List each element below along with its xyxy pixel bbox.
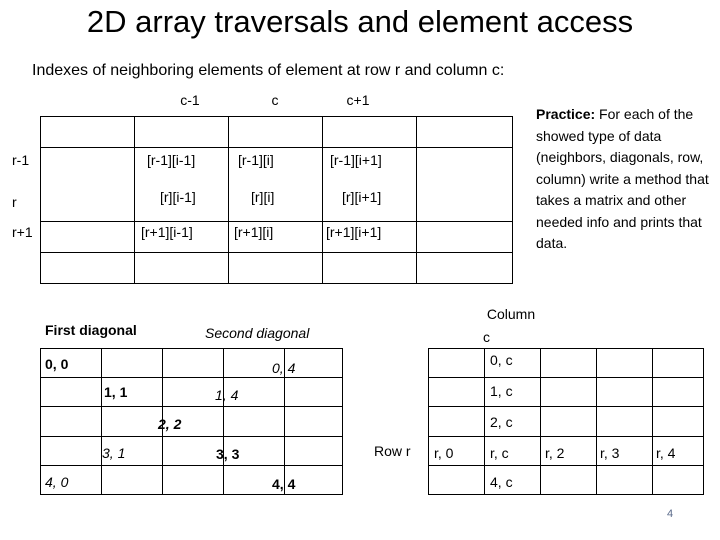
row-cell-3: r, 3 (600, 445, 620, 461)
grid-cell (285, 378, 343, 407)
grid-cell (597, 378, 653, 407)
grid-cell (541, 407, 597, 436)
row-cell-0: r, 0 (434, 445, 454, 461)
grid-cell (102, 407, 163, 436)
grid-cell (41, 148, 135, 222)
neighbors-grid (40, 116, 513, 284)
grid-cell (417, 148, 513, 222)
col-header-c: c (271, 92, 279, 108)
first-diagonal-label: First diagonal (45, 322, 137, 338)
neighbor-top-left: [r-1][i-1] (147, 152, 196, 168)
grid-cell (653, 465, 704, 494)
grid-cell (323, 253, 417, 284)
grid-cell (285, 407, 343, 436)
diagonal-grid (40, 348, 343, 495)
column-cell-2: 2, c (490, 414, 513, 430)
grid-cell (285, 436, 343, 465)
page-number: 4 (667, 508, 674, 520)
grid-cell (597, 407, 653, 436)
grid-cell (597, 465, 653, 494)
grid-cell (102, 465, 163, 494)
grid-cell (541, 349, 597, 378)
grid-cell (41, 253, 135, 284)
neighbor-right: [r][i+1] (342, 189, 382, 205)
neighbor-bottom: [r+1][i] (234, 224, 274, 240)
grid-cell (224, 407, 285, 436)
row-cell-c: r, c (490, 445, 509, 461)
neighbor-top: [r-1][i] (238, 152, 274, 168)
grid-cell (541, 465, 597, 494)
practice-text: For each of the showed type of data (neighbors, diagonals, row, column) write a method that takes a matrix and other needed info and prints that data. (536, 106, 709, 251)
row-header-r-minus-1: r-1 (12, 152, 30, 168)
grid-cell (429, 465, 485, 494)
row-header-r: r (12, 194, 17, 210)
grid-cell (41, 436, 102, 465)
grid-cell (417, 117, 513, 148)
diag-cell-4-4: 4, 4 (272, 476, 296, 492)
column-cell-4: 4, c (490, 474, 513, 490)
slide-title: 2D array traversals and element access (86, 4, 634, 39)
diag-cell-0-4: 0, 4 (272, 360, 296, 376)
diag-cell-4-0: 4, 0 (45, 474, 69, 490)
row-label: Row r (374, 443, 411, 459)
neighbor-bottom-left: [r+1][i-1] (141, 224, 193, 240)
diag-cell-0-0: 0, 0 (45, 356, 69, 372)
grid-cell (229, 253, 323, 284)
grid-cell (102, 349, 163, 378)
grid-cell (163, 465, 224, 494)
grid-cell (597, 349, 653, 378)
grid-cell (41, 117, 135, 148)
diag-cell-3-3: 3, 3 (216, 446, 240, 462)
grid-cell (163, 349, 224, 378)
neighbor-top-right: [r-1][i+1] (330, 152, 382, 168)
grid-cell (429, 378, 485, 407)
row-header-r-plus-1: r+1 (12, 224, 33, 240)
diag-cell-3-1: 3, 1 (102, 445, 126, 461)
column-cell-1: 1, c (490, 383, 513, 399)
column-header-line2: c (483, 329, 490, 345)
row-cell-4: r, 4 (656, 445, 676, 461)
diag-cell-2-2: 2, 2 (158, 416, 182, 432)
neighbor-center: [r][i] (251, 189, 275, 205)
neighbor-left: [r][i-1] (160, 189, 196, 205)
second-diagonal-label: Second diagonal (205, 325, 310, 341)
practice-note (536, 104, 716, 255)
grid-cell (135, 253, 229, 284)
grid-cell (653, 378, 704, 407)
row-cell-2: r, 2 (545, 445, 565, 461)
grid-cell (41, 407, 102, 436)
col-header-c-minus-1: c-1 (180, 92, 200, 108)
grid-cell (429, 407, 485, 436)
grid-cell (541, 378, 597, 407)
grid-cell (653, 407, 704, 436)
grid-cell (163, 436, 224, 465)
diag-cell-1-4: 1, 4 (215, 387, 239, 403)
diag-cell-1-1: 1, 1 (104, 384, 128, 400)
grid-cell (323, 117, 417, 148)
neighbor-bottom-right: [r+1][i+1] (326, 224, 382, 240)
grid-cell (417, 253, 513, 284)
grid-cell (135, 117, 229, 148)
column-cell-0: 0, c (490, 352, 513, 368)
grid-cell (417, 222, 513, 253)
grid-cell (429, 349, 485, 378)
column-header-line1: Column (486, 306, 536, 322)
row-column-grid (428, 348, 704, 495)
grid-cell (41, 222, 135, 253)
grid-cell (41, 378, 102, 407)
subtitle: Indexes of neighboring elements of element at row r and column c: (32, 62, 505, 79)
practice-label: Practice: (536, 106, 596, 122)
grid-cell (229, 117, 323, 148)
col-header-c-plus-1: c+1 (346, 92, 370, 108)
grid-cell (653, 349, 704, 378)
